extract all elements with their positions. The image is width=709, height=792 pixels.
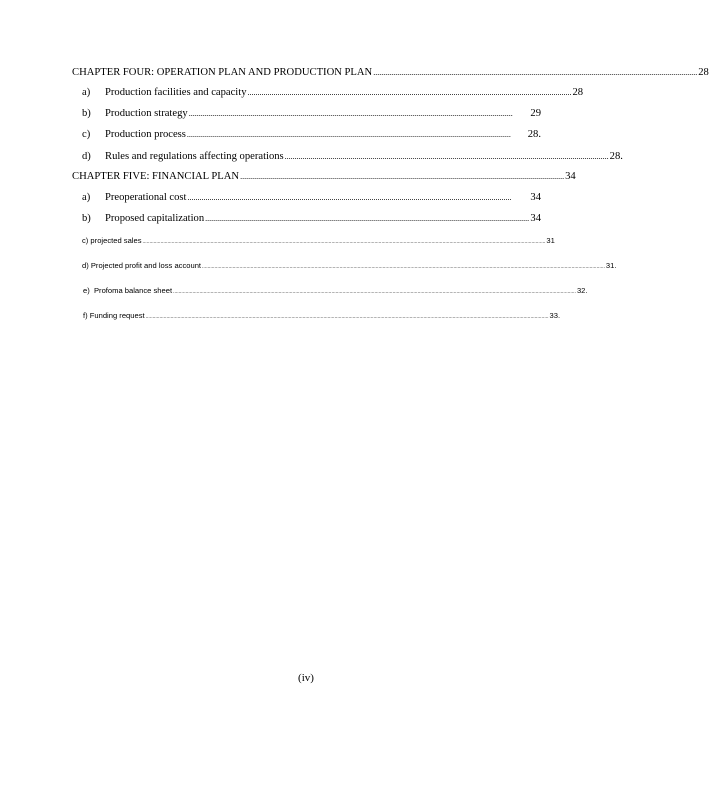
toc-page-number: 31. [605, 261, 617, 270]
toc-leader-dots: .................................................................................................................................................................. [247, 88, 572, 97]
toc-leader-dots: .................................................................................................................................................................................................................................................................................................. [145, 314, 549, 320]
toc-entry-title: Preoperational cost [105, 192, 187, 203]
toc-page-number: 34 [530, 213, 541, 224]
toc-item-projected-sales[interactable] [82, 235, 555, 246]
toc-item-proposed-capitalization[interactable] [82, 212, 541, 226]
toc-page-number: 34 [565, 171, 576, 182]
toc-item-marker: b) [82, 108, 91, 119]
toc-entry-title: Rules and regulations affecting operations [105, 151, 284, 162]
toc-leader-dots: .................................................................................................................................................................. [187, 193, 512, 202]
toc-leader-dots: .................................................................................................................................................................................................................................................................................................. [202, 264, 605, 270]
toc-item-profit-loss[interactable] [82, 260, 617, 271]
toc-page-number: 28 [698, 67, 709, 78]
page-number-footer: (iv) [298, 672, 314, 684]
toc-item-marker: a) [82, 87, 91, 98]
toc-page-number: 28. [609, 151, 623, 162]
toc-entry-title: f) Funding request [83, 311, 145, 320]
toc-item-production-process[interactable] [82, 128, 541, 142]
toc-entry-title: CHAPTER FOUR: OPERATION PLAN AND PRODUCTION PLAN [72, 67, 373, 78]
toc-entry-title: CHAPTER FIVE: FINANCIAL PLAN [72, 171, 240, 182]
toc-item-production-strategy[interactable] [82, 107, 541, 121]
toc-item-marker: a) [82, 192, 91, 203]
toc-page-number: 28 [572, 87, 584, 98]
toc-leader-dots: .................................................................................................................................................................. [205, 214, 530, 223]
toc-leader-dots: .................................................................................................................................................................. [284, 152, 609, 161]
toc-leader-dots: .................................................................................................................................................................. [373, 68, 698, 77]
toc-page-number: 34 [530, 192, 541, 203]
toc-item-rules-regulations[interactable] [82, 150, 623, 164]
toc-chapter-four[interactable] [72, 66, 709, 80]
toc-entry-title: Proposed capitalization [105, 213, 205, 224]
toc-item-balance-sheet[interactable] [83, 285, 588, 296]
toc-leader-dots: .................................................................................................................................................................. [188, 109, 513, 118]
toc-chapter-five[interactable] [72, 170, 576, 184]
toc-entry-title: c) projected sales [82, 236, 142, 245]
toc-item-production-facilities[interactable] [82, 86, 584, 100]
toc-item-marker: b) [82, 213, 91, 224]
toc-leader-dots: .................................................................................................................................................................................................................................................................................................. [173, 289, 576, 295]
toc-page-number: 28. [527, 129, 541, 140]
toc-leader-dots: .................................................................................................................................................................. [186, 130, 511, 139]
toc-item-preoperational-cost[interactable] [82, 191, 541, 205]
toc-item-marker: d) [82, 151, 91, 162]
toc-leader-dots: .................................................................................................................................................................. [240, 172, 565, 181]
toc-leader-dots: .................................................................................................................................................................................................................................................................................................. [142, 239, 546, 245]
toc-page-number: 29 [530, 108, 541, 119]
toc-entry-title: Production facilities and capacity [105, 87, 247, 98]
toc-item-marker: c) [82, 129, 91, 140]
toc-entry-title: d) Projected profit and loss account [82, 261, 202, 270]
toc-entry-title: Production strategy [105, 108, 188, 119]
toc-page-number: 33. [549, 311, 561, 320]
toc-item-funding-request[interactable] [83, 310, 561, 321]
toc-entry-title: e) Profoma balance sheet [83, 286, 173, 295]
toc-page-number: 32. [576, 286, 588, 295]
toc-entry-title: Production process [105, 129, 186, 140]
toc-page-number: 31 [546, 236, 555, 245]
